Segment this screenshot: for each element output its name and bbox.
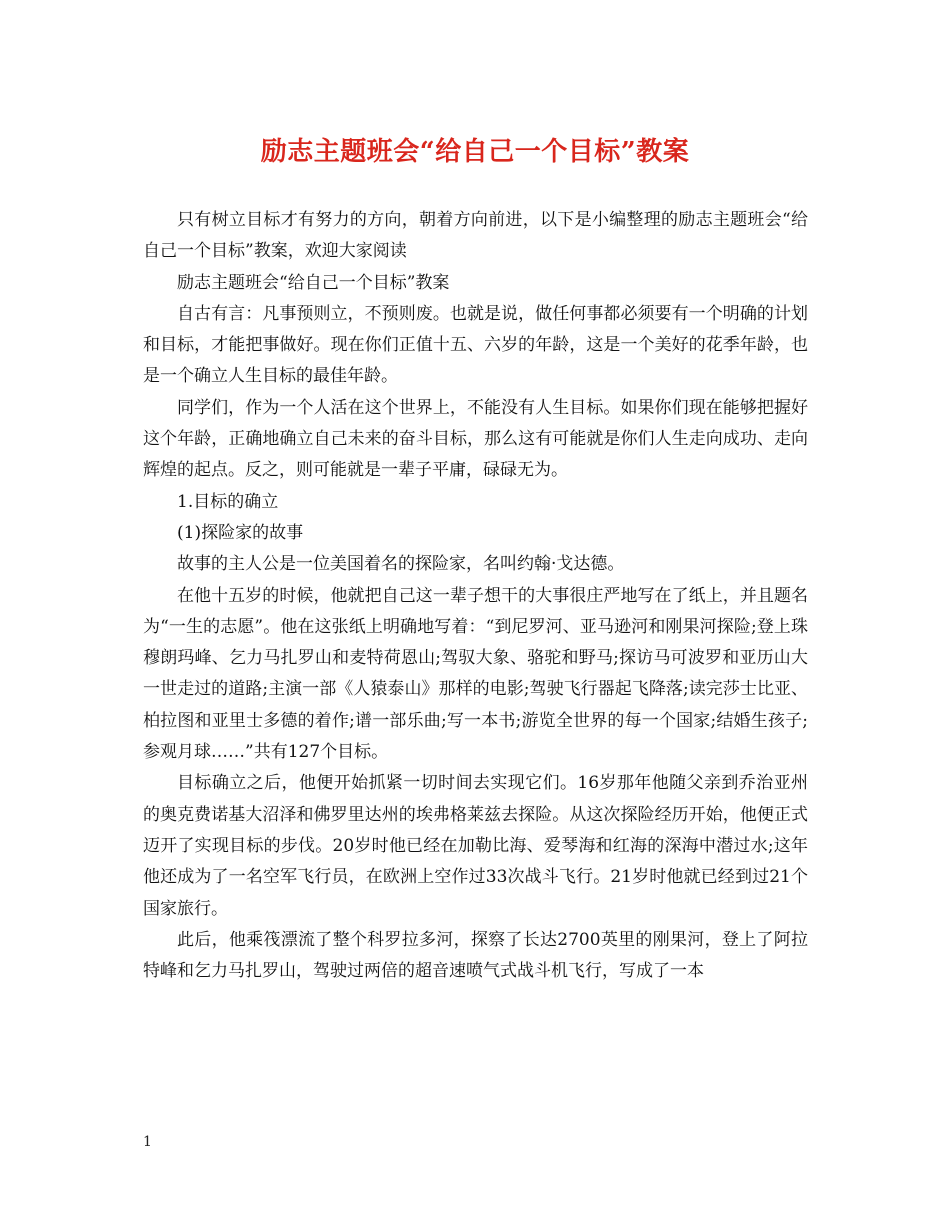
body-paragraph: 故事的主人公是一位美国着名的探险家，名叫约翰·戈达德。 bbox=[177, 554, 625, 575]
document-title: 励志主题班会“给自己一个目标”教案 bbox=[260, 137, 690, 167]
body-paragraph: 自古有言：凡事预则立，不预则废。也就是说，做任何事都必须要有一个明确的计划和目标，才能把事做好。现在你们正值十五、六岁的年龄，这是一个美好的花季年龄，也是一个确立人生目标的最佳年龄。 bbox=[143, 303, 808, 387]
body-paragraph: 在他十五岁的时候，他就把自己这一辈子想干的大事很庄严地写在了纸上，并且题名为“一生的志愿”。他在这张纸上明确地写着：“到尼罗河、亚马逊河和刚果河探险;登上珠穆朗玛峰、乞力马扎罗山和麦特荷恩山;驾驭大象、骆驼和野马;探访马可波罗和亚历山大一世走过的道路;主演一部《人猿泰山》那样的电影;驾驶飞行器起飞降落;读完莎士比亚、柏拉图和亚里士多德的着作;谱一部乐曲;写一本书;游览全世界的每一个国家;结婚生孩子;参观月球……”共有127个目标。 bbox=[143, 585, 808, 763]
section-heading: 励志主题班会“给自己一个目标”教案 bbox=[177, 272, 450, 293]
subsection-heading: (1)探险家的故事 bbox=[177, 522, 304, 543]
intro-paragraph: 只有树立目标才有努力的方向，朝着方向前进，以下是小编整理的励志主题班会“给自己一个目标”教案，欢迎大家阅读 bbox=[143, 210, 808, 262]
body-paragraph: 同学们，作为一个人活在这个世界上，不能没有人生目标。如果你们现在能够把握好这个年龄，正确地确立自己未来的奋斗目标，那么这有可能就是你们人生走向成功、走向辉煌的起点。反之，则可能就是一辈子平庸，碌碌无为。 bbox=[143, 397, 808, 481]
page-number: 1 bbox=[143, 1134, 152, 1150]
subsection-heading: 1.目标的确立 bbox=[177, 491, 279, 512]
body-paragraph: 目标确立之后，他便开始抓紧一切时间去实现它们。16岁那年他随父亲到乔治亚州的奥克费诺基大沼泽和佛罗里达州的埃弗格莱兹去探险。从这次探险经历开始，他便正式迈开了实现目标的步伐。20岁时他已经在加勒比海、爱琴海和红海的深海中潜过水;这年他还成为了一名空军飞行员，在欧洲上空作过33次战斗飞行。21岁时他就已经到过21个国家旅行。 bbox=[143, 773, 808, 919]
body-paragraph: 此后，他乘筏漂流了整个科罗拉多河，探察了长达2700英里的刚果河，登上了阿拉特峰和乞力马扎罗山，驾驶过两倍的超音速喷气式战斗机飞行，写成了一本 bbox=[143, 929, 808, 982]
document-body bbox=[143, 205, 808, 987]
